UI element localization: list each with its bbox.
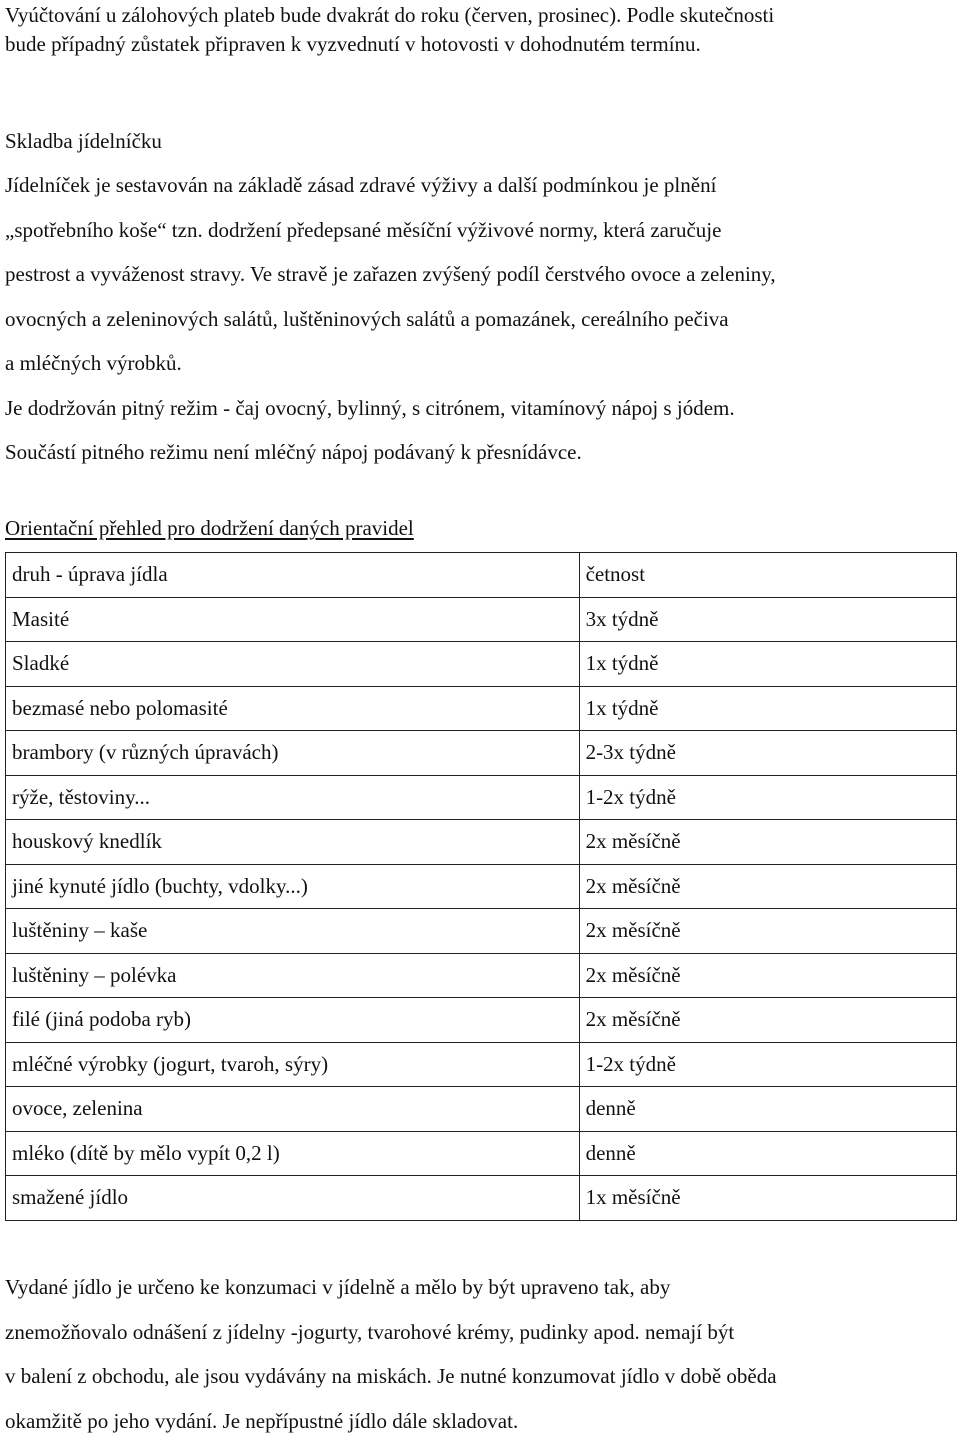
- dish-cell: filé (jiná podoba ryb): [6, 998, 580, 1043]
- section-heading-skladba: Skladba jídelníčku: [5, 123, 955, 159]
- dish-cell: bezmasé nebo polomasité: [6, 686, 580, 731]
- skladba-line: a mléčných výrobků.: [5, 341, 955, 386]
- header-cell-dish: druh - úprava jídla: [6, 553, 580, 598]
- frequency-cell: denně: [579, 1087, 956, 1132]
- table-row: [6, 820, 957, 865]
- table-row: [6, 953, 957, 998]
- closing-line: okamžitě po jeho vydání. Je nepřípustné jídlo dále skladovat.: [5, 1399, 955, 1443]
- skladba-line: Součástí pitného režimu není mléčný nápoj podávaný k přesnídávce.: [5, 430, 955, 475]
- dish-cell: mléčné výrobky (jogurt, tvaroh, sýry): [6, 1042, 580, 1087]
- table-row: [6, 1042, 957, 1087]
- skladba-line: „spotřebního koše“ tzn. dodržení předepsané měsíční výživové normy, která zaručuje: [5, 208, 955, 253]
- skladba-paragraph: [5, 163, 955, 475]
- dish-cell: luštěniny – kaše: [6, 909, 580, 954]
- table-row: [6, 642, 957, 687]
- frequency-cell: 2-3x týdně: [579, 731, 956, 776]
- closing-paragraph: [5, 1265, 955, 1443]
- frequency-cell: 1x týdně: [579, 686, 956, 731]
- intro-paragraph: [5, 1, 955, 59]
- table-row: [6, 1131, 957, 1176]
- frequency-cell: 2x měsíčně: [579, 909, 956, 954]
- table-row: [6, 775, 957, 820]
- table-row: [6, 686, 957, 731]
- table-row: [6, 597, 957, 642]
- table-row: [6, 731, 957, 776]
- closing-line: v balení z obchodu, ale jsou vydávány na miskách. Je nutné konzumovat jídlo v době oběda: [5, 1354, 955, 1399]
- skladba-line: Jídelníček je sestavován na základě zásad zdravé výživy a další podmínkou je plnění: [5, 163, 955, 208]
- section-heading-overview: Orientační přehled pro dodržení daných pravidel: [5, 510, 955, 546]
- frequency-table: [5, 552, 957, 1221]
- intro-line: Vyúčtování u zálohových plateb bude dvakrát do roku (červen, prosinec). Podle skutečnosti: [5, 1, 955, 30]
- dish-cell: rýže, těstoviny...: [6, 775, 580, 820]
- table-row: [6, 998, 957, 1043]
- dish-cell: houskový knedlík: [6, 820, 580, 865]
- dish-cell: ovoce, zelenina: [6, 1087, 580, 1132]
- header-cell-frequency: četnost: [579, 553, 956, 598]
- frequency-cell: 1-2x týdně: [579, 775, 956, 820]
- table-row: [6, 1176, 957, 1221]
- frequency-cell: 2x měsíčně: [579, 953, 956, 998]
- dish-cell: smažené jídlo: [6, 1176, 580, 1221]
- dish-cell: brambory (v různých úpravách): [6, 731, 580, 776]
- table-row: [6, 1087, 957, 1132]
- dish-cell: Masité: [6, 597, 580, 642]
- skladba-line: ovocných a zeleninových salátů, luštěninových salátů a pomazánek, cereálního pečiva: [5, 297, 955, 342]
- dish-cell: Sladké: [6, 642, 580, 687]
- dish-cell: jiné kynuté jídlo (buchty, vdolky...): [6, 864, 580, 909]
- table-header-row: [6, 553, 957, 598]
- frequency-cell: 2x měsíčně: [579, 820, 956, 865]
- closing-line: Vydané jídlo je určeno ke konzumaci v jídelně a mělo by být upraveno tak, aby: [5, 1265, 955, 1310]
- skladba-line: Je dodržován pitný režim - čaj ovocný, bylinný, s citrónem, vitamínový nápoj s jódem.: [5, 386, 955, 431]
- dish-cell: luštěniny – polévka: [6, 953, 580, 998]
- table-row: [6, 864, 957, 909]
- frequency-cell: denně: [579, 1131, 956, 1176]
- frequency-cell: 3x týdně: [579, 597, 956, 642]
- dish-cell: mléko (dítě by mělo vypít 0,2 l): [6, 1131, 580, 1176]
- closing-line: znemožňovalo odnášení z jídelny -jogurty, tvarohové krémy, pudinky apod. nemají být: [5, 1310, 955, 1355]
- frequency-cell: 2x měsíčně: [579, 998, 956, 1043]
- frequency-cell: 1-2x týdně: [579, 1042, 956, 1087]
- frequency-cell: 2x měsíčně: [579, 864, 956, 909]
- skladba-line: pestrost a vyváženost stravy. Ve stravě je zařazen zvýšený podíl čerstvého ovoce a zeleniny,: [5, 252, 955, 297]
- intro-line: bude případný zůstatek připraven k vyzvednutí v hotovosti v dohodnutém termínu.: [5, 30, 955, 59]
- frequency-cell: 1x týdně: [579, 642, 956, 687]
- frequency-cell: 1x měsíčně: [579, 1176, 956, 1221]
- table-row: [6, 909, 957, 954]
